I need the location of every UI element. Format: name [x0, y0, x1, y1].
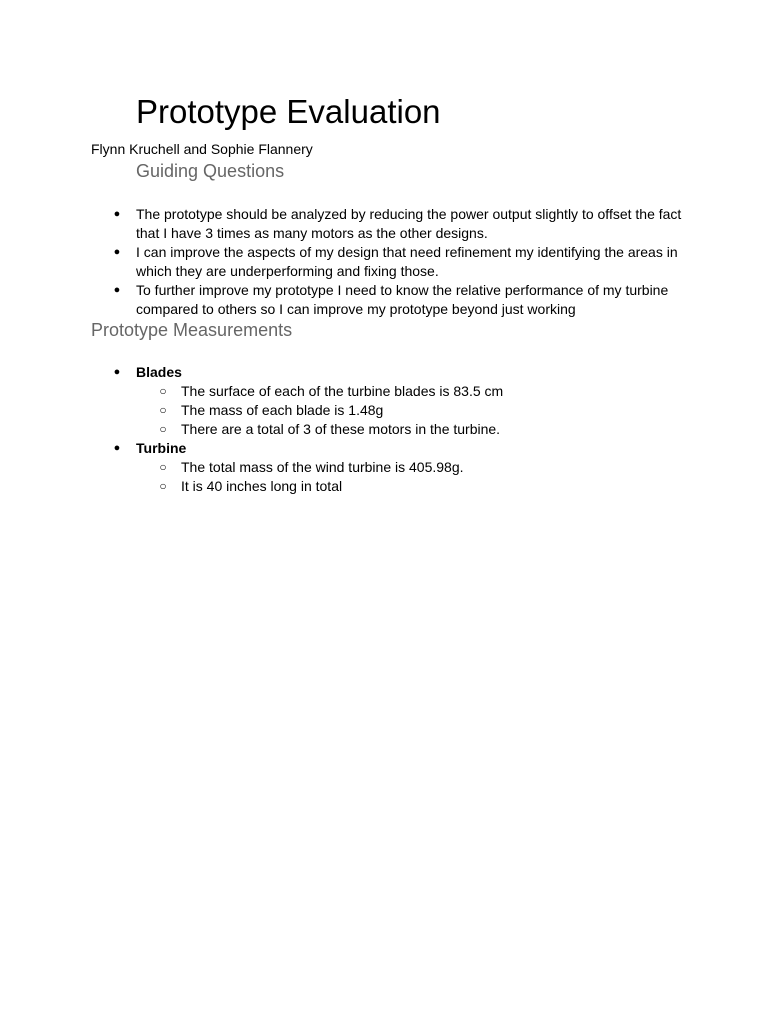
- guiding-questions-heading: Guiding Questions: [136, 161, 285, 181]
- measurement-text: There are a total of 3 of these motors in the turbine.: [181, 421, 501, 437]
- measurement-text: The surface of each of the turbine blades is 83.5 cm: [181, 383, 504, 399]
- list-item: [136, 458, 670, 477]
- prototype-measurements-list: [110, 363, 670, 496]
- list-item: [136, 401, 670, 420]
- blades-sublist: [136, 382, 670, 439]
- sub-bullet-icon: ○: [159, 422, 167, 436]
- bullet-icon: ●: [113, 246, 121, 258]
- measurement-text: The mass of each blade is 1.48g: [181, 402, 384, 418]
- measurement-text: The total mass of the wind turbine is 405.98g.: [181, 459, 464, 475]
- bullet-icon: ●: [113, 366, 121, 378]
- measurement-text: It is 40 inches long in total: [181, 478, 343, 494]
- document-authors: Flynn Kruchell and Sophie Flannery: [91, 141, 313, 157]
- guiding-item-text: To further improve my prototype I need to know the relative performance of my turbine compared to others so I can improve my prototype beyond just working: [136, 282, 669, 317]
- list-item: [136, 420, 670, 439]
- bullet-icon: ●: [113, 208, 121, 220]
- guiding-questions-list: [110, 205, 690, 319]
- guiding-item-text: The prototype should be analyzed by reducing the power output slightly to offset the fact that I have 3 times as many motors as the other designs.: [136, 206, 682, 241]
- sub-bullet-icon: ○: [159, 384, 167, 398]
- document-title: Prototype Evaluation: [136, 93, 441, 130]
- list-item: [136, 382, 670, 401]
- group-label-turbine: Turbine: [136, 440, 187, 456]
- guiding-item-text: I can improve the aspects of my design that need refinement my identifying the areas in which they are underperforming and fixing those.: [136, 244, 678, 279]
- bullet-icon: ●: [113, 442, 121, 454]
- measurement-group-turbine: [110, 439, 670, 496]
- list-item: [136, 477, 670, 496]
- list-item: [110, 205, 690, 243]
- list-item: [110, 243, 690, 281]
- turbine-sublist: [136, 458, 670, 496]
- sub-bullet-icon: ○: [159, 460, 167, 474]
- sub-bullet-icon: ○: [159, 403, 167, 417]
- prototype-measurements-heading: Prototype Measurements: [91, 320, 293, 340]
- group-label-blades: Blades: [136, 364, 182, 380]
- list-item: [110, 281, 690, 319]
- measurement-group-blades: [110, 363, 670, 439]
- sub-bullet-icon: ○: [159, 479, 167, 493]
- bullet-icon: ●: [113, 284, 121, 296]
